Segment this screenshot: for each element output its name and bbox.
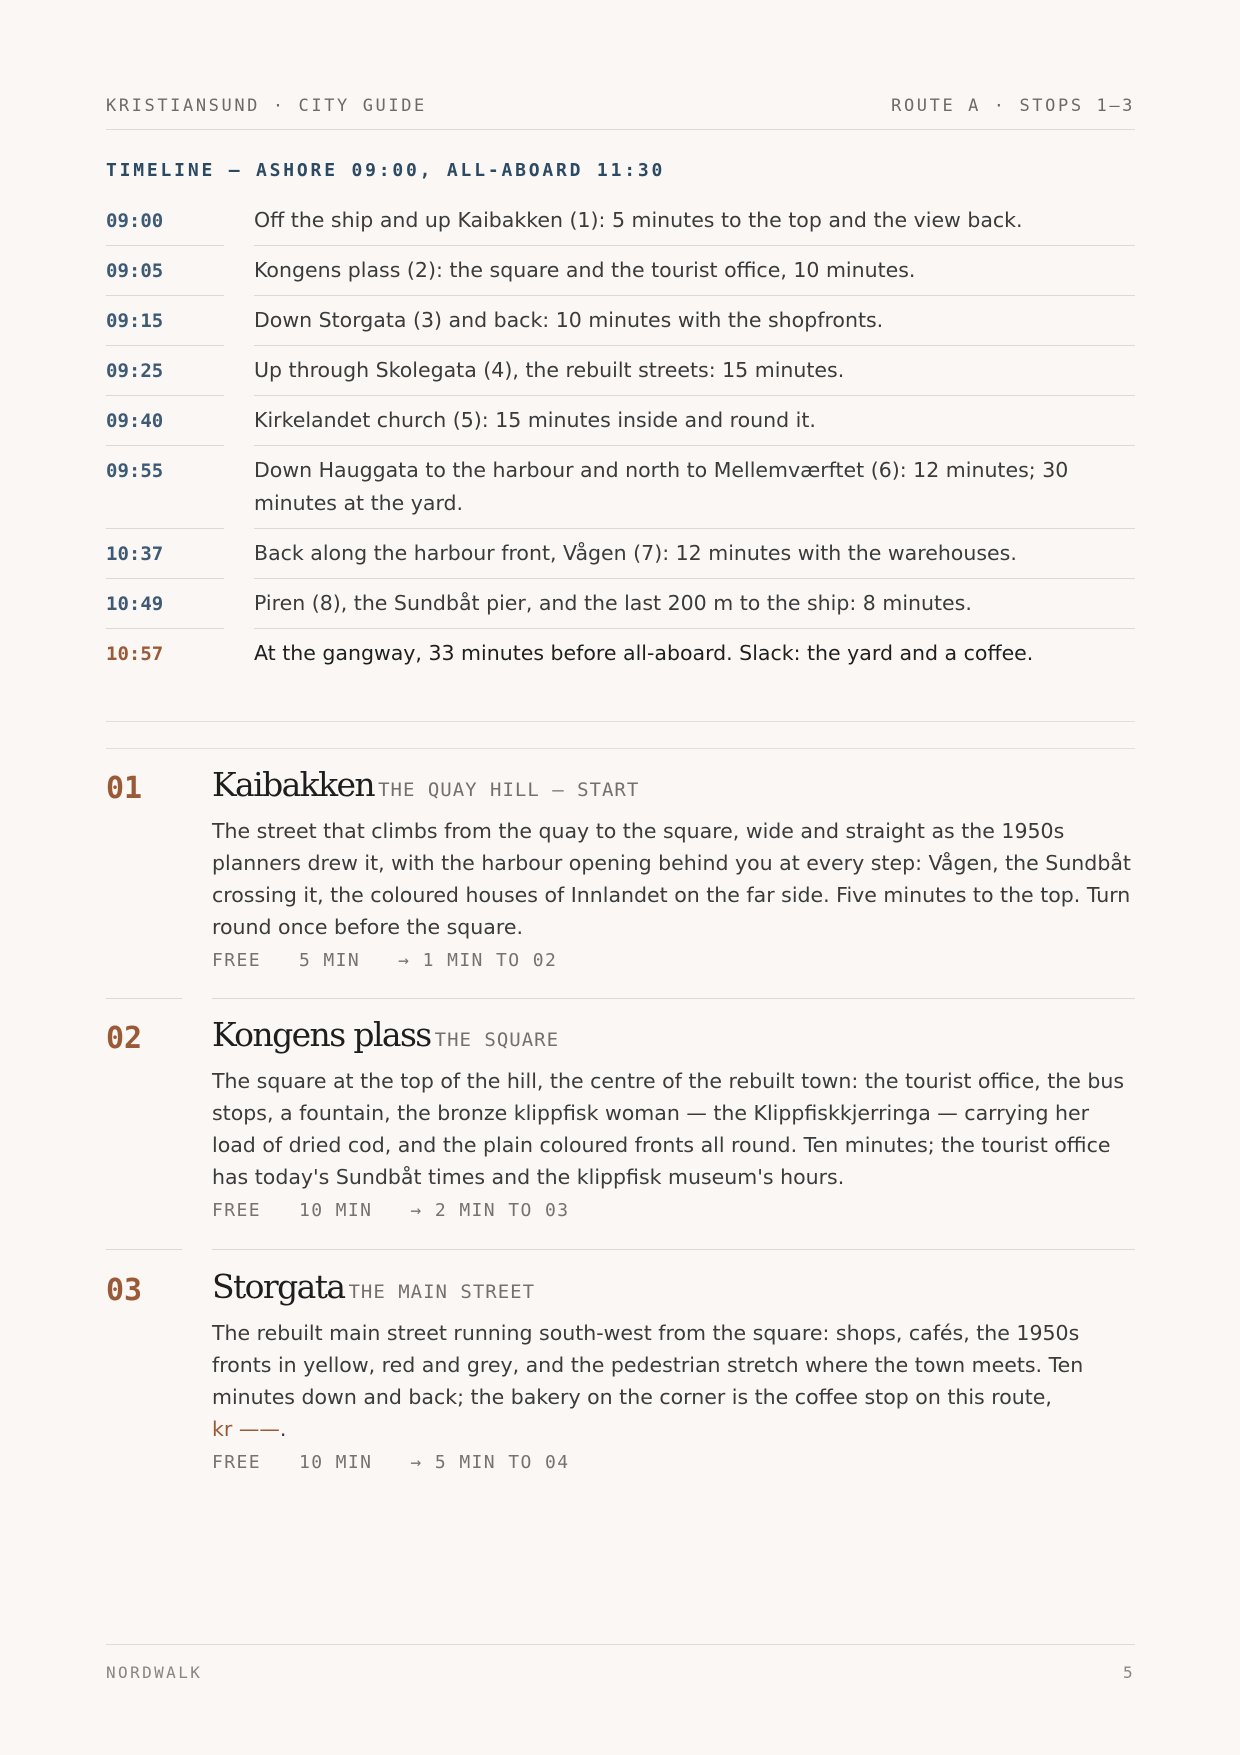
timeline-time: 09:00 xyxy=(106,210,164,232)
timeline-text: Kongens plass (2): the square and the tourist office, 10 minutes. xyxy=(254,258,916,282)
header-guide-title: KRISTIANSUND · CITY GUIDE xyxy=(106,96,427,116)
timeline-time: 09:05 xyxy=(106,260,164,282)
timeline-row xyxy=(106,454,1135,520)
stop-price: FREE xyxy=(212,1200,261,1221)
header-divider xyxy=(106,129,1135,130)
stop-duration: 10 MIN xyxy=(298,1200,373,1221)
timeline xyxy=(106,204,1135,670)
timeline-text: Down Hauggata to the harbour and north to Mellemværftet (6): 12 minutes; 30 minutes at the yard. xyxy=(254,458,1069,515)
stop-next: → 1 MIN TO 02 xyxy=(398,950,558,971)
stop-divider xyxy=(106,998,1135,999)
stop-duration: 10 MIN xyxy=(298,1452,373,1473)
timeline-text: Piren (8), the Sundbåt pier, and the last 200 m to the ship: 8 minutes. xyxy=(254,591,972,615)
timeline-text: Down Storgata (3) and back: 10 minutes with the shopfronts. xyxy=(254,308,884,332)
stop-name: Kongens plass xyxy=(212,1015,431,1054)
header-route-label: ROUTE A · STOPS 1–3 xyxy=(891,96,1135,116)
stop-price: FREE xyxy=(212,950,261,971)
timeline-divider xyxy=(106,387,1135,404)
stop-name: Kaibakken xyxy=(212,765,375,804)
timeline-row xyxy=(106,537,1135,570)
stop-next: → 2 MIN TO 03 xyxy=(410,1200,570,1221)
stop-meta xyxy=(212,1200,1135,1221)
page-header xyxy=(106,96,1135,116)
timeline-divider xyxy=(106,287,1135,304)
stop-subtitle: THE MAIN STREET xyxy=(348,1281,536,1303)
footer-divider xyxy=(106,1644,1135,1645)
timeline-text: Kirkelandet church (5): 15 minutes inside and round it. xyxy=(254,408,816,432)
timeline-time: 09:40 xyxy=(106,410,164,432)
stop-heading xyxy=(212,1015,1135,1061)
stop-subtitle: THE QUAY HILL — START xyxy=(378,779,640,801)
stop-body xyxy=(212,1015,1135,1221)
timeline-row xyxy=(106,254,1135,287)
page-footer xyxy=(106,1663,1135,1682)
stop-number: 02 xyxy=(106,1021,143,1056)
timeline-time-final: 10:57 xyxy=(106,643,164,665)
stop-body xyxy=(212,765,1135,971)
price-placeholder: kr —— xyxy=(212,1417,280,1441)
timeline-row xyxy=(106,587,1135,620)
stop-description-text: The rebuilt main street running south-west from the square: shops, cafés, the 1950s fronts in yellow, red and grey, and the pedestrian stretch where the town meets. Ten minutes down and back; the bakery on the corner is the coffee stop on this route, xyxy=(212,1321,1084,1409)
timeline-divider xyxy=(106,237,1135,254)
stop-meta xyxy=(212,1452,1135,1473)
timeline-divider xyxy=(106,437,1135,454)
stop-name: Storgata xyxy=(212,1267,345,1306)
stop-heading xyxy=(212,1267,1135,1313)
timeline-title: TIMELINE — ASHORE 09:00, ALL-ABOARD 11:30 xyxy=(106,160,666,181)
stop-subtitle: THE SQUARE xyxy=(434,1029,560,1051)
timeline-divider xyxy=(106,520,1135,537)
section-divider xyxy=(106,721,1135,722)
stop-number: 01 xyxy=(106,771,143,806)
timeline-text: Back along the harbour front, Vågen (7): 12 minutes with the warehouses. xyxy=(254,541,1017,565)
stop-description: The square at the top of the hill, the centre of the rebuilt town: the tourist office, the bus stops, a fountain, the bronze klippfisk woman — the Klippfiskkjerringa — carrying her load of dried cod, and the plain coloured fronts all round. Ten minutes; the tourist office has today's Sundbåt times and the klippfisk museum's hours. xyxy=(212,1069,1125,1189)
timeline-row-final xyxy=(106,637,1135,670)
timeline-row xyxy=(106,404,1135,437)
timeline-divider xyxy=(106,620,1135,637)
timeline-time: 09:25 xyxy=(106,360,164,382)
timeline-time: 09:15 xyxy=(106,310,164,332)
timeline-time: 10:49 xyxy=(106,593,164,615)
page-number: 5 xyxy=(1122,1663,1135,1682)
timeline-text: Off the ship and up Kaibakken (1): 5 minutes to the top and the view back. xyxy=(254,208,1023,232)
stop-description: The street that climbs from the quay to the square, wide and straight as the 1950s planners drew it, with the harbour opening behind you at every step: Vågen, the Sundbåt crossing it, the coloured houses of Innlandet on the far side. Five minutes to the top. Turn round once before the square. xyxy=(212,819,1131,939)
timeline-text-final: At the gangway, 33 minutes before all-aboard. Slack: the yard and a coffee. xyxy=(254,641,1034,665)
timeline-row xyxy=(106,304,1135,337)
timeline-text: Up through Skolegata (4), the rebuilt streets: 15 minutes. xyxy=(254,358,845,382)
timeline-divider xyxy=(106,570,1135,587)
stop-description-end: . xyxy=(279,1417,287,1441)
timeline-row xyxy=(106,204,1135,237)
timeline-time: 10:37 xyxy=(106,543,164,565)
timeline-time: 09:55 xyxy=(106,460,164,482)
section-divider xyxy=(106,748,1135,749)
stop-price: FREE xyxy=(212,1452,261,1473)
stop-duration: 5 MIN xyxy=(298,950,361,971)
footer-brand: NORDWALK xyxy=(106,1663,203,1682)
timeline-row xyxy=(106,354,1135,387)
stop-divider xyxy=(106,1249,1135,1250)
stop-meta xyxy=(212,950,1135,971)
timeline-divider xyxy=(106,337,1135,354)
stop-number: 03 xyxy=(106,1273,143,1308)
stop-body xyxy=(212,1267,1135,1473)
stop-description xyxy=(212,1317,1135,1445)
stop-next: → 5 MIN TO 04 xyxy=(410,1452,570,1473)
stop-heading xyxy=(212,765,1135,811)
